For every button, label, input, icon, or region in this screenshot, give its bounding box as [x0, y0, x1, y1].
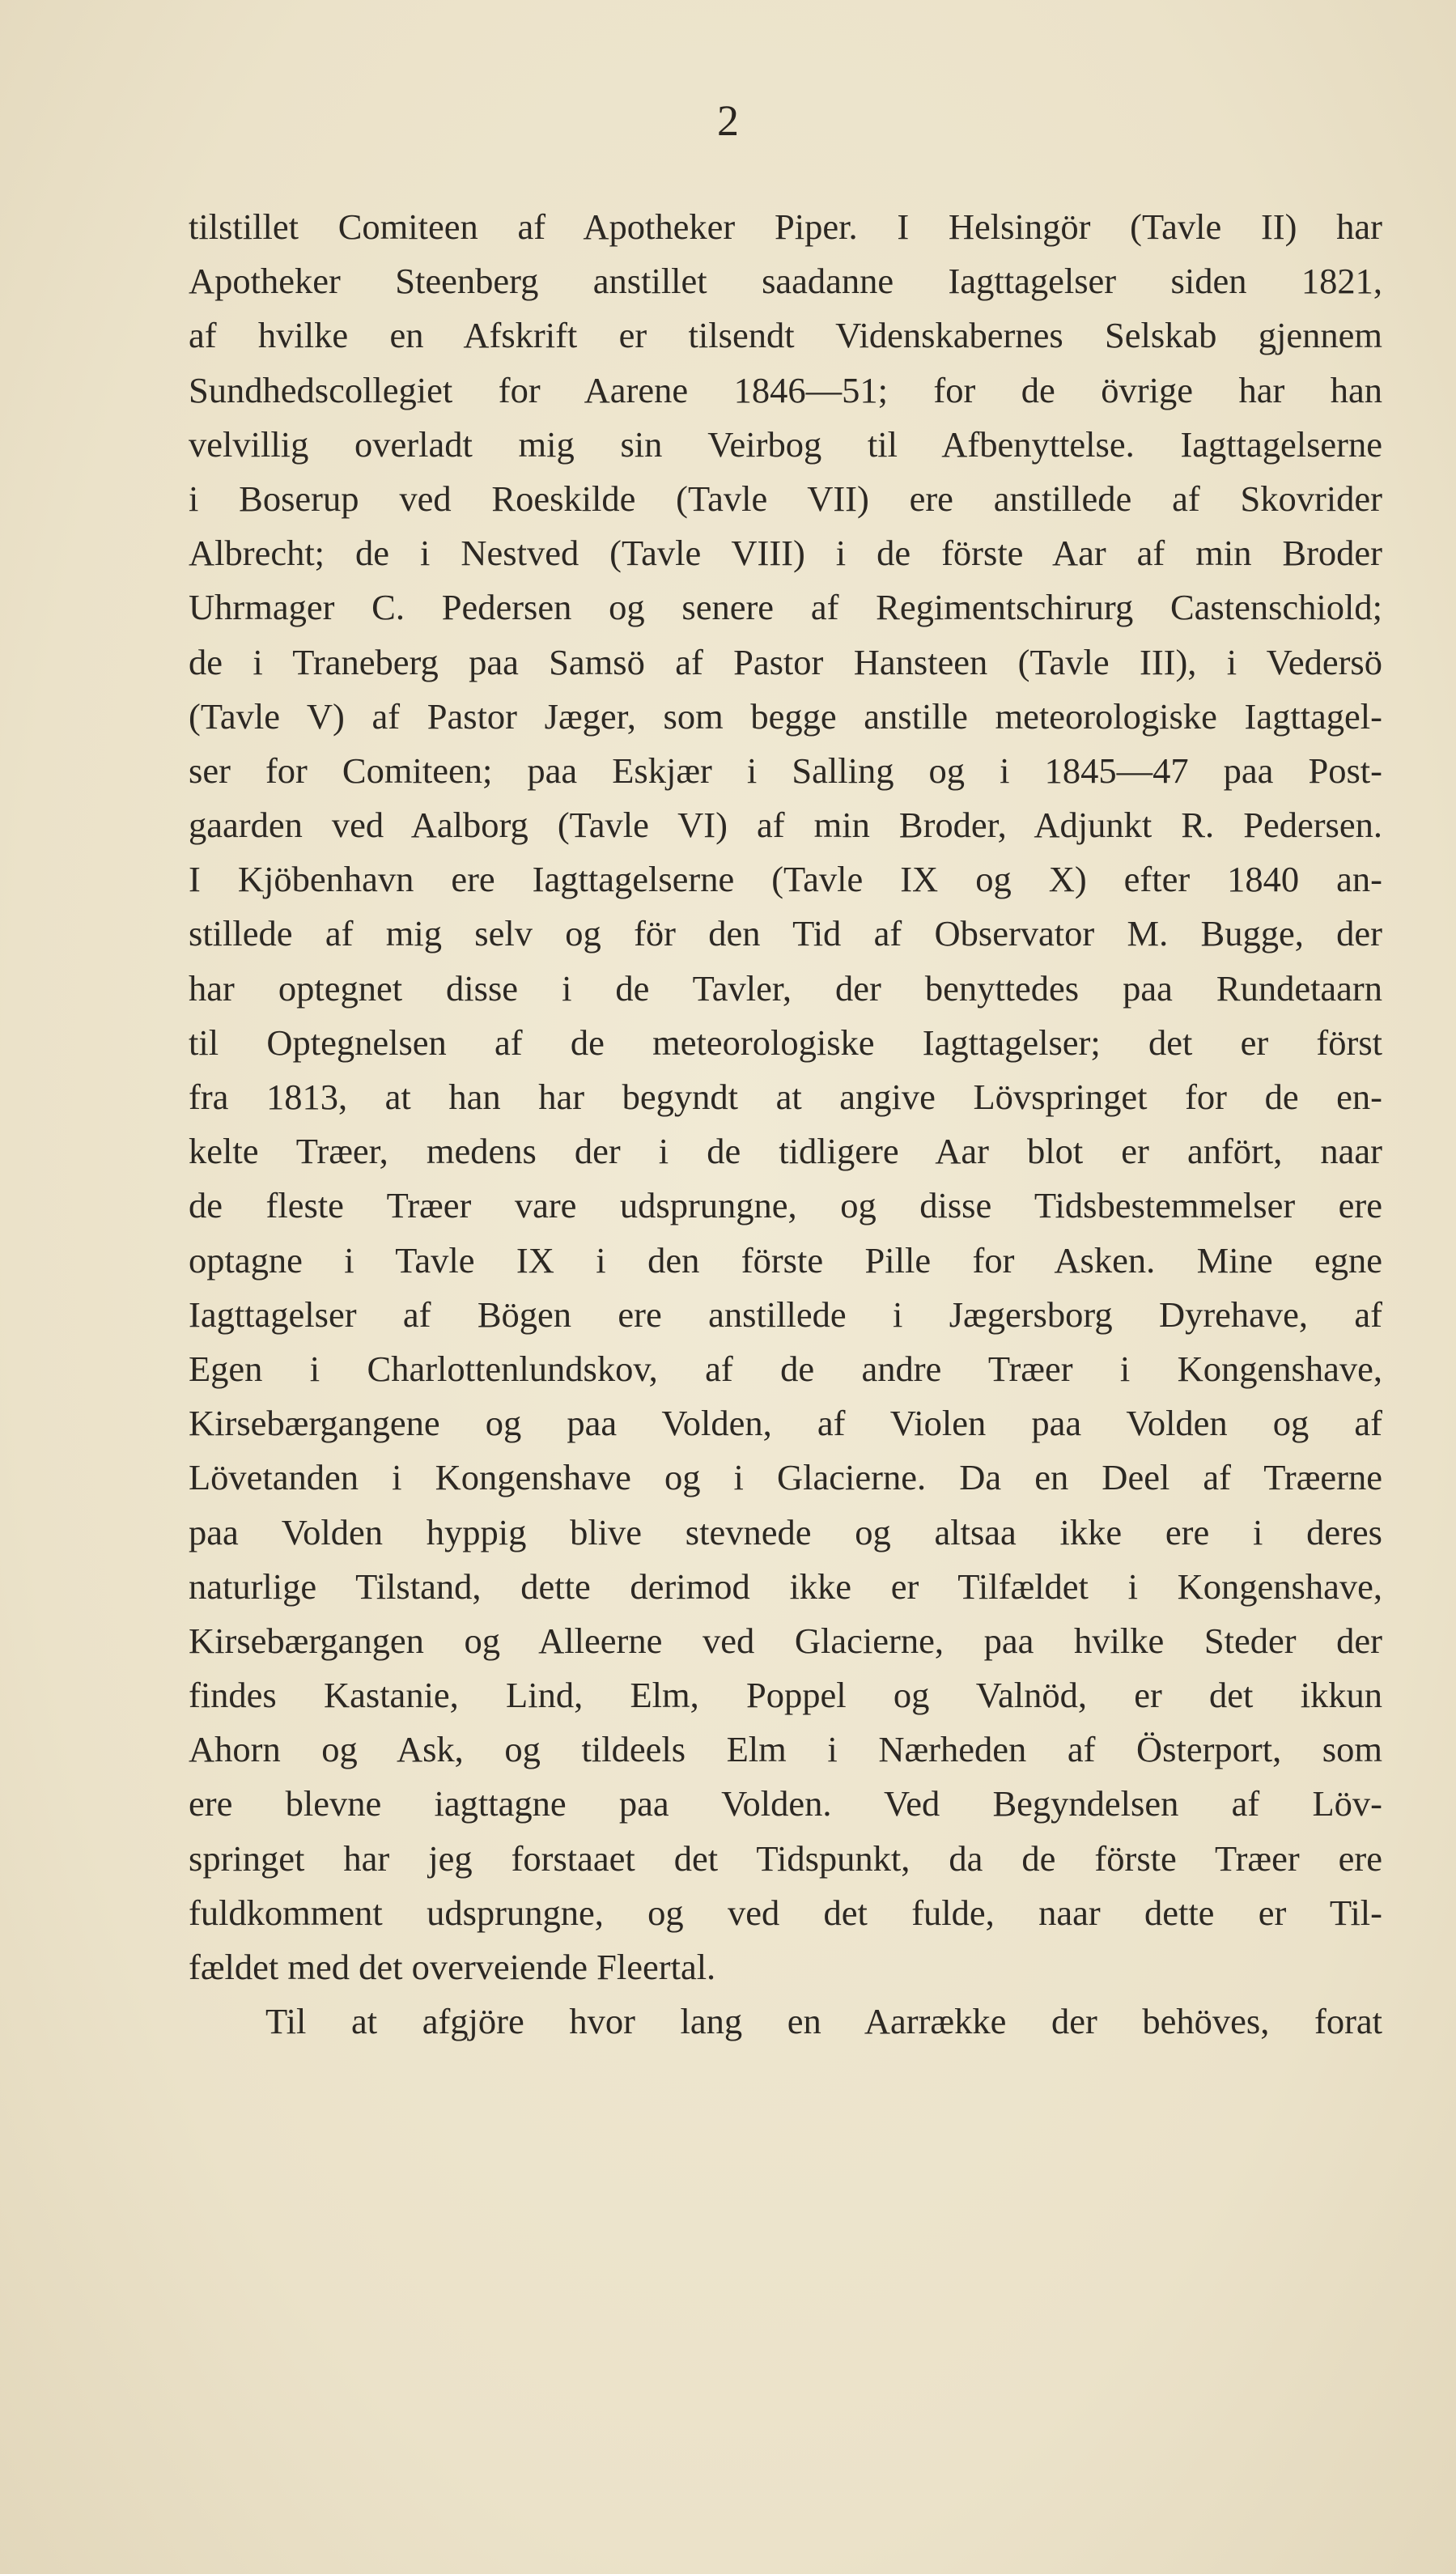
text-line: de fleste Træer vare udsprungne, og disse Tidsbestemmelser ere	[189, 1185, 1382, 1226]
text-line: findes Kastanie, Lind, Elm, Poppel og Valnöd, er det ikkun	[189, 1675, 1382, 1716]
text-line: naturlige Tilstand, dette derimod ikke er Tilfældet i Kongenshave,	[189, 1565, 1382, 1607]
text-line: de i Traneberg paa Samsö af Pastor Hansteen (Tavle III), i Vedersö	[189, 641, 1382, 682]
text-line: optagne i Tavle IX i den förste Pille for Asken. Mine egne	[189, 1239, 1382, 1281]
text-line: ser for Comiteen; paa Eskjær i Salling og i 1845—47 paa Post-	[189, 750, 1382, 791]
text-line: af hvilke en Afskrift er tilsendt Videnskabernes Selskab gjennem	[189, 315, 1382, 356]
text-line: springet har jeg forstaaet det Tidspunkt, da de förste Træer ere	[189, 1837, 1382, 1879]
text-line: Uhrmager C. Pedersen og senere af Regimentschirurg Castenschiold;	[189, 587, 1382, 628]
text-line: Lövetanden i Kongenshave og i Glacierne. Da en Deel af Træerne	[189, 1457, 1382, 1498]
text-line: Ahorn og Ask, og tildeels Elm i Nærheden af Österport, som	[189, 1729, 1382, 1770]
text-line: Til at afgjöre hvor lang en Aarrække der behöves, forat	[265, 2001, 1382, 2042]
page-number: 2	[717, 96, 739, 145]
text-line: gaarden ved Aalborg (Tavle VI) af min Broder, Adjunkt R. Pedersen.	[189, 805, 1382, 846]
text-line: tilstillet Comiteen af Apotheker Piper. I Helsingör (Tavle II) har	[189, 206, 1382, 247]
text-line: fuldkomment udsprungne, og ved det fulde, naar dette er Til-	[189, 1892, 1382, 1933]
text-line: paa Volden hyppig blive stevnede og altsaa ikke ere i deres	[189, 1511, 1382, 1552]
text-line: til Optegnelsen af de meteorologiske Iagttagelser; det er först	[189, 1022, 1382, 1063]
text-line: velvillig overladt mig sin Veirbog til Afbenyttelse. Iagttagelserne	[189, 423, 1382, 465]
text-line: kelte Træer, medens der i de tidligere Aar blot er anfört, naar	[189, 1131, 1382, 1172]
text-line: Iagttagelser af Bögen ere anstillede i Jægersborg Dyrehave, af	[189, 1293, 1382, 1335]
text-line: fældet med det overveiende Fleertal.	[189, 1947, 716, 1987]
text-line: Egen i Charlottenlundskov, af de andre Træer i Kongenshave,	[189, 1348, 1382, 1389]
text-line: I Kjöbenhavn ere Iagttagelserne (Tavle IX og X) efter 1840 an-	[189, 859, 1382, 900]
text-line: Albrecht; de i Nestved (Tavle VIII) i de förste Aar af min Broder	[189, 533, 1382, 574]
text-line: Kirsebærgangene og paa Volden, af Violen paa Volden og af	[189, 1403, 1382, 1444]
text-line: ere blevne iagttagne paa Volden. Ved Begyndelsen af Löv-	[189, 1783, 1382, 1824]
text-line: fra 1813, at han har begyndt at angive Lövspringet for de en-	[189, 1077, 1382, 1117]
text-line: Sundhedscollegiet for Aarene 1846—51; for de övrige har han	[189, 369, 1382, 410]
body-text	[189, 200, 1382, 2049]
text-line: (Tavle V) af Pastor Jæger, som begge anstille meteorologiske Iagttagel-	[189, 695, 1382, 737]
text-line: i Boserup ved Roeskilde (Tavle VII) ere anstillede af Skovrider	[189, 478, 1382, 519]
text-line: stillede af mig selv og för den Tid af Observator M. Bugge, der	[189, 913, 1382, 954]
text-line: har optegnet disse i de Tavler, der benyttedes paa Rundetaarn	[189, 967, 1382, 1009]
text-line: Kirsebærgangen og Alleerne ved Glacierne, paa hvilke Steder der	[189, 1620, 1382, 1661]
text-line: Apotheker Steenberg anstillet saadanne Iagttagelser siden 1821,	[189, 261, 1382, 302]
